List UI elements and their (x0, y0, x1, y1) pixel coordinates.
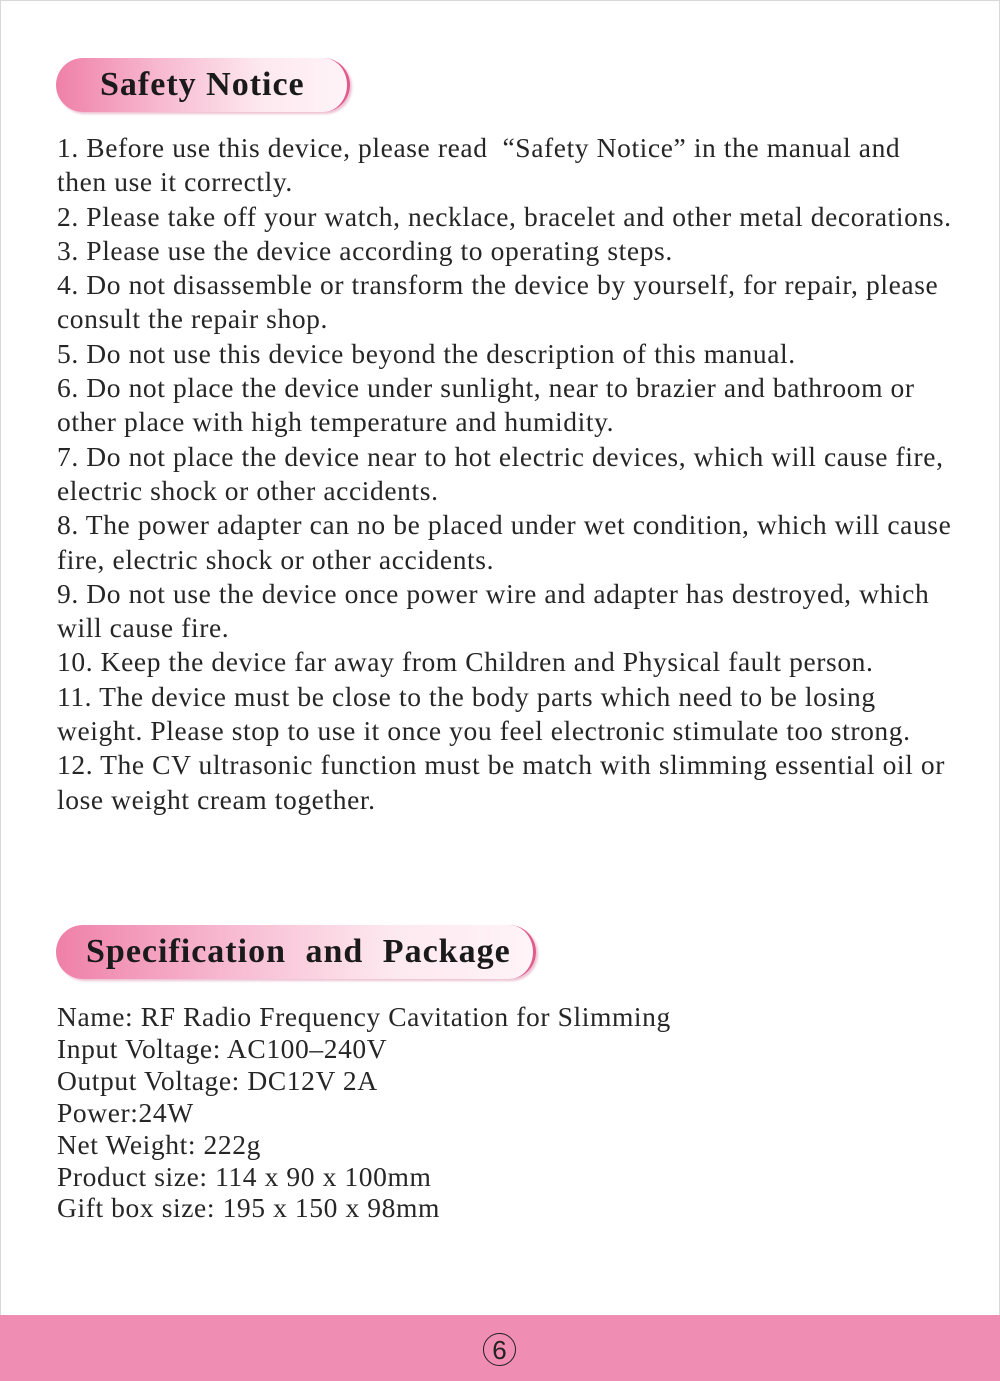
spec-name: Name: RF Radio Frequency Cavitation for Slimming (57, 1001, 671, 1032)
spec-output-voltage: Output Voltage: DC12V 2A (57, 1064, 378, 1096)
safety-notice-heading (56, 58, 350, 112)
safety-item-6: 6. Do not place the device under sunlight, near to brazier and bathroom or other place with high temperature and humidity. (57, 372, 915, 438)
safety-item-7: 7. Do not place the device near to hot electric devices, which will cause fire, electric shock or other accidents. (57, 440, 944, 506)
specification-title: Specification and Package (86, 933, 511, 970)
safety-notice-list (57, 131, 957, 817)
specification-list (57, 1001, 957, 1224)
safety-item-4: 4. Do not disassemble or transform the device by yourself, for repair, please consult the repair shop. (57, 269, 939, 335)
safety-item-2: 2. Please take off your watch, necklace, bracelet and other metal decorations. (57, 200, 952, 232)
spec-net-weight: Net Weight: 222g (57, 1128, 261, 1160)
page-number-label: 6 (492, 1334, 507, 1365)
spec-input-voltage: Input Voltage: AC100–240V (57, 1032, 388, 1064)
safety-item-5: 5. Do not use this device beyond the description of this manual. (57, 337, 796, 369)
safety-item-8: 8. The power adapter can no be placed under wet condition, which will cause fire, electric shock or other accidents. (57, 509, 952, 575)
safety-item-10: 10. Keep the device far away from Children and Physical fault person. (57, 646, 874, 678)
safety-notice-title: Safety Notice (100, 66, 305, 103)
safety-item-9: 9. Do not use the device once power wire and adapter has destroyed, which will cause fire. (57, 577, 930, 644)
safety-item-11: 11. The device must be close to the body parts which need to be losing weight. Please stop to use it once you feel electronic stimulate too strong. (57, 680, 911, 747)
safety-item-1: 1. Before use this device, please read “Safety Notice” in the manual and then use it correctly. (57, 132, 901, 198)
safety-item-12: 12. The CV ultrasonic function must be match with slimming essential oil or lose weight cream together. (57, 749, 945, 815)
page-number (483, 1333, 516, 1366)
spec-power: Power:24W (57, 1096, 194, 1128)
spec-product-size: Product size: 114 x 90 x 100mm (57, 1160, 432, 1192)
spec-gift-box-size: Gift box size: 195 x 150 x 98mm (57, 1192, 440, 1224)
specification-heading (56, 925, 536, 979)
safety-item-3: 3. Please use the device according to operating steps. (57, 234, 673, 266)
